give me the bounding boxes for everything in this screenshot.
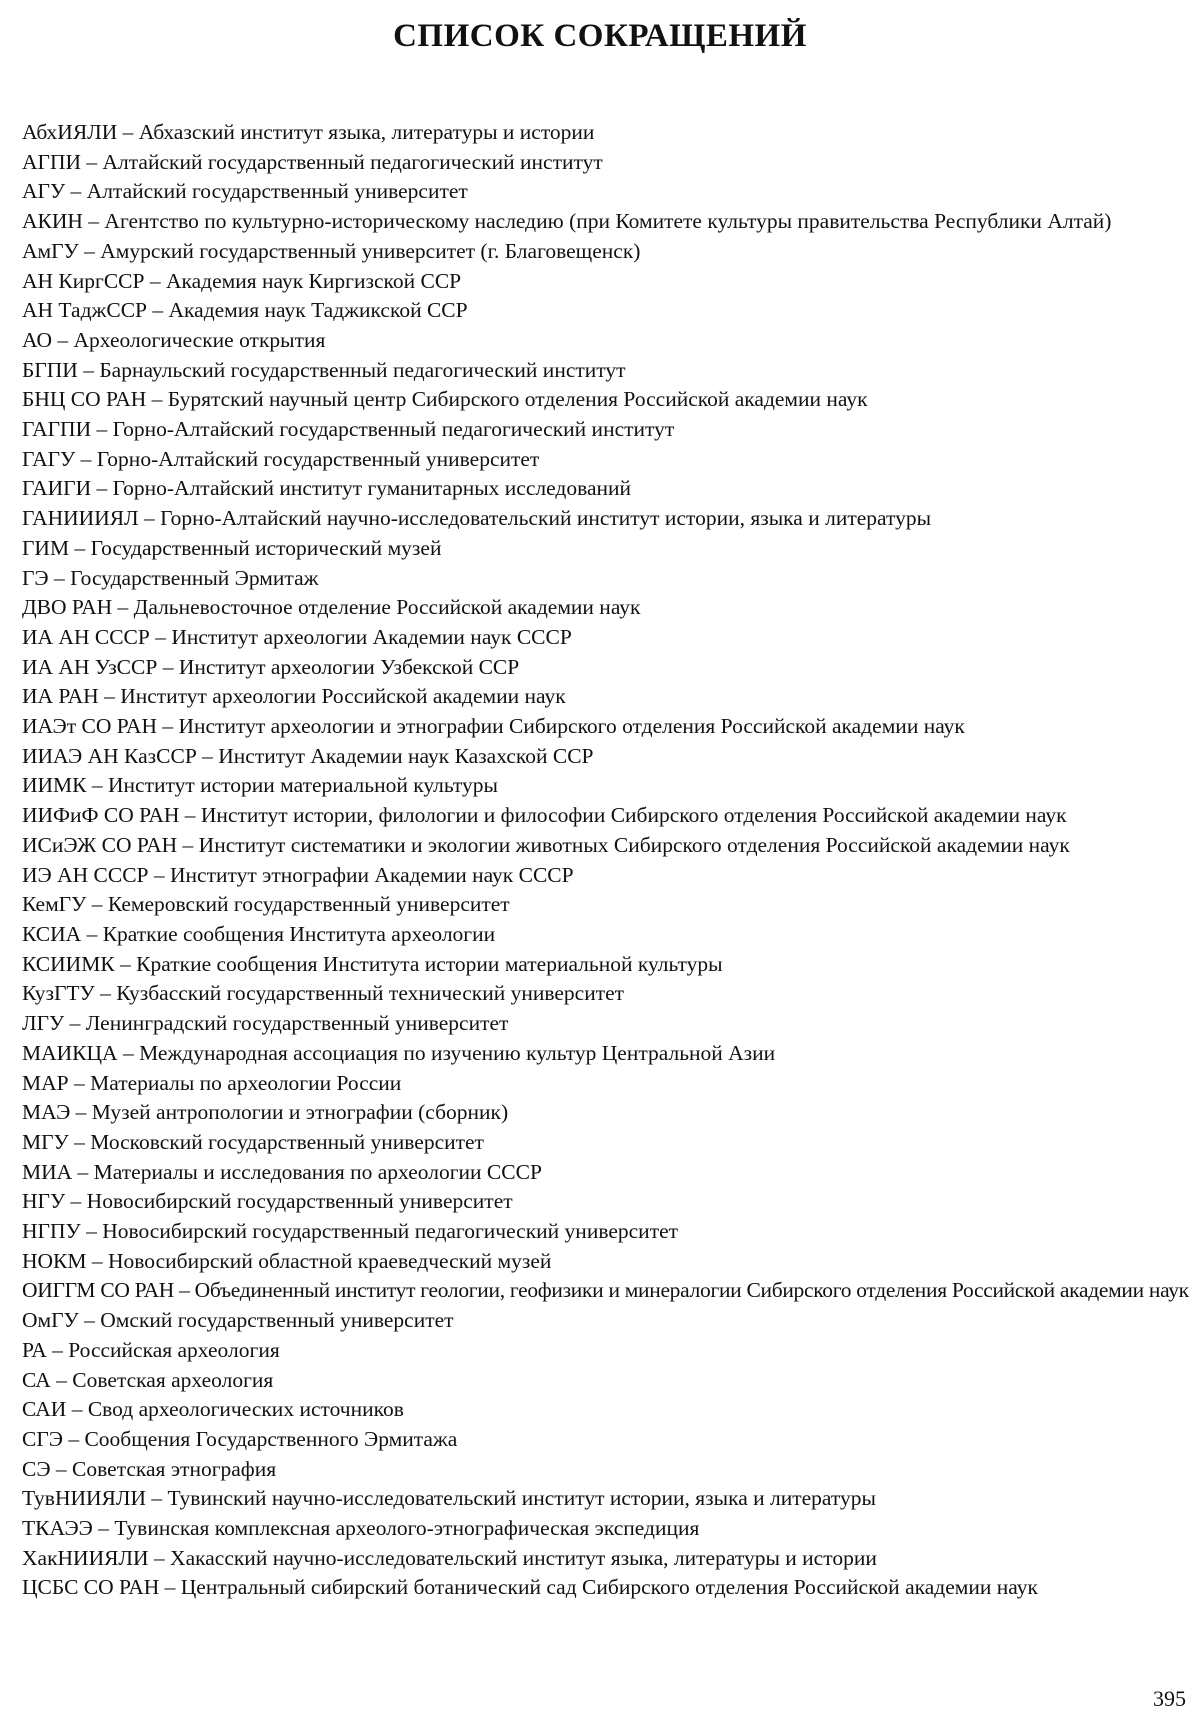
abbreviation-entry: ИИАЭ АН КазССР – Институт Академии наук Казахской ССР — [22, 743, 594, 768]
abbreviation-entry: ИЭ АН СССР – Институт этнографии Академии наук СССР — [22, 862, 574, 887]
abbreviation-entry: САИ – Свод археологических источников — [22, 1397, 404, 1422]
abbreviation-entry: ГАНИИИЯЛ – Горно-Алтайский научно-исследовательский институт истории, языка и литературы — [22, 506, 932, 531]
abbreviation-entry: АмГУ – Амурский государственный университет (г. Благовещенск) — [22, 238, 641, 263]
abbreviation-entry: МГУ – Московский государственный университет — [22, 1129, 484, 1154]
abbreviation-entry: КСИА – Краткие сообщения Института археологии — [22, 921, 496, 946]
abbreviation-entry: НОКМ – Новосибирский областной краеведческий музей — [22, 1248, 552, 1273]
abbreviation-entry: ИСиЭЖ СО РАН – Институт систематики и экологии животных Сибирского отделения Российской академии наук — [22, 832, 1070, 857]
abbreviation-list — [22, 118, 1192, 1603]
abbreviation-entry: АКИН – Агентство по культурно-историческому наследию (при Комитете культуры правительства Республики Алтай) — [22, 209, 1112, 234]
abbreviation-entry: СГЭ – Сообщения Государственного Эрмитажа — [22, 1426, 458, 1451]
abbreviation-entry: АГУ – Алтайский государственный университет — [22, 179, 468, 204]
abbreviation-entry: ОмГУ – Омский государственный университет — [22, 1308, 454, 1333]
abbreviation-entry: НГУ – Новосибирский государственный университет — [22, 1189, 513, 1214]
abbreviation-entry: ГАГПИ – Горно-Алтайский государственный педагогический институт — [22, 417, 675, 442]
abbreviation-entry: АбхИЯЛИ – Абхазский институт языка, литературы и истории — [22, 120, 595, 144]
abbreviation-entry: БНЦ СО РАН – Бурятский научный центр Сибирского отделения Российской академии наук — [22, 387, 868, 412]
abbreviation-entry: ГАИГИ – Горно-Алтайский институт гуманитарных исследований — [22, 476, 632, 501]
abbreviation-entry: ИА АН УзССР – Институт археологии Узбекской ССР — [22, 654, 520, 679]
abbreviation-entry: ТКАЭЭ – Тувинская комплексная археолого-этнографическая экспедиция — [22, 1516, 700, 1541]
abbreviation-entry: КузГТУ – Кузбасский государственный технический университет — [22, 981, 625, 1006]
abbreviation-entry: АО – Археологические открытия — [22, 327, 326, 352]
abbreviation-entry: ГИМ – Государственный исторический музей — [22, 535, 442, 560]
abbreviation-entry: СЭ – Советская этнография — [22, 1456, 277, 1481]
abbreviation-entry: РА – Российская археология — [22, 1337, 280, 1362]
page-title: СПИСОК СОКРАЩЕНИЙ — [393, 18, 807, 54]
abbreviation-entry: АГПИ – Алтайский государственный педагогический институт — [22, 149, 603, 174]
abbreviation-entry: ХакНИИЯЛИ – Хакасский научно-исследовательский институт языка, литературы и истории — [22, 1545, 877, 1570]
abbreviation-entry: НГПУ – Новосибирский государственный педагогический университет — [22, 1219, 679, 1244]
abbreviation-entry: ИИМК – Институт истории материальной культуры — [22, 773, 498, 798]
abbreviation-entry: ИА РАН – Институт археологии Российской академии наук — [22, 684, 566, 709]
abbreviation-entry: ГАГУ – Горно-Алтайский государственный университет — [22, 446, 540, 471]
abbreviation-entry: ГЭ – Государственный Эрмитаж — [22, 565, 319, 590]
abbreviation-entry: АН КиргССР – Академия наук Киргизской ССР — [22, 268, 462, 293]
abbreviation-entry: ИИФиФ СО РАН – Институт истории, филологии и философии Сибирского отделения Российской академии наук — [22, 803, 1067, 828]
abbreviation-entry: ЛГУ – Ленинградский государственный университет — [22, 1011, 509, 1036]
abbreviation-entry: МИА – Материалы и исследования по археологии СССР — [22, 1159, 542, 1184]
page-number: 395 — [1153, 1686, 1186, 1711]
abbreviation-entry: ИА АН СССР – Институт археологии Академии наук СССР — [22, 624, 572, 649]
abbreviation-entry: МАИКЦА – Международная ассоциация по изучению культур Центральной Азии — [22, 1040, 776, 1065]
abbreviation-entry: ТувНИИЯЛИ – Тувинский научно-исследовательский институт истории, языка и литературы — [22, 1486, 876, 1511]
abbreviation-entry: ЦСБС СО РАН – Центральный сибирский ботанический сад Сибирского отделения Российской академии наук — [22, 1575, 1038, 1600]
abbreviation-entry: СА – Советская археология — [22, 1367, 274, 1392]
abbreviation-entry: ДВО РАН – Дальневосточное отделение Российской академии наук — [22, 595, 641, 620]
abbreviation-entry: ИАЭт СО РАН – Институт археологии и этнографии Сибирского отделения Российской академии наук — [22, 714, 965, 739]
abbreviation-entry: МАЭ – Музей антропологии и этнографии (сборник) — [22, 1100, 509, 1125]
abbreviation-entry: ОИГГМ СО РАН – Объединенный институт геологии, геофизики и минералогии Сибирского отделения Российской академии наук — [22, 1278, 1189, 1303]
abbreviation-entry: КСИИМК – Краткие сообщения Института истории материальной культуры — [22, 951, 723, 976]
abbreviation-entry: МАР – Материалы по археологии России — [22, 1070, 402, 1095]
abbreviation-entry: КемГУ – Кемеровский государственный университет — [22, 892, 510, 917]
abbreviation-entry: АН ТаджССР – Академия наук Таджикской ССР — [22, 298, 468, 323]
abbreviation-entry: БГПИ – Барнаульский государственный педагогический институт — [22, 357, 626, 382]
